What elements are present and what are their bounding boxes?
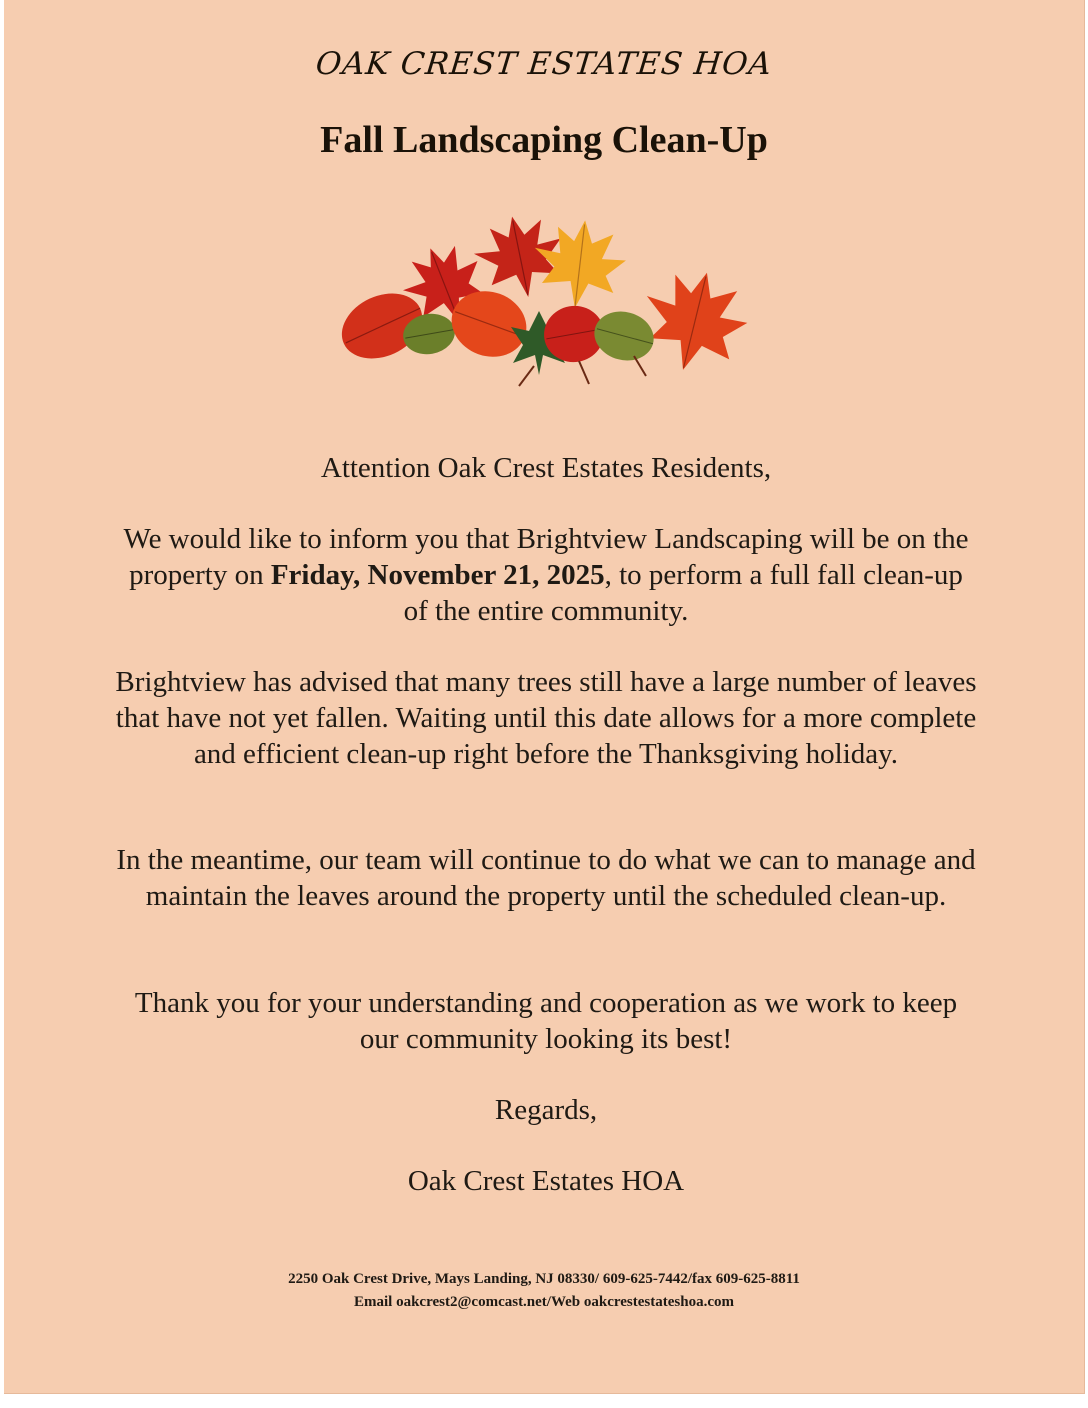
announcement-text-start: We would like to inform you that Brightview Landscaping will be on the property on: [123, 523, 969, 591]
footer-address: 2250 Oak Crest Drive, Mays Landing, NJ 08330/ 609-625-7442/fax 609-625-8811: [288, 1271, 800, 1287]
paragraph-thanks: Thank you for your understanding and cooperation as we work to keep our community looking its best!: [134, 987, 958, 1055]
leaf-right-maple: [631, 259, 757, 383]
autumn-leaves-icon: [334, 216, 764, 406]
footer-contact: Email oakcrest2@comcast.net/Web oakcrestestateshoa.com: [354, 1294, 734, 1310]
paragraph-meantime: In the meantime, our team will continue to do what we can to manage and maintain the leaves around the property until the scheduled clean-up.: [116, 844, 976, 912]
leaf-green-right: [589, 305, 659, 367]
organization-name: OAK CREST ESTATES HOA: [314, 46, 774, 82]
paragraph-reason: Brightview has advised that many trees still have a large number of leaves that have not yet fallen. Waiting until this date allows for a more complete and efficient clean-up right before the Thanksgiving holiday.: [115, 666, 977, 770]
closing: Regards,: [494, 1094, 598, 1126]
greeting: Attention Oak Crest Estates Residents,: [320, 452, 772, 484]
document-title: Fall Landscaping Clean-Up: [320, 119, 768, 161]
flyer-page: [4, 0, 1085, 1394]
signature: Oak Crest Estates HOA: [407, 1165, 685, 1197]
paragraph-announcement: [114, 521, 978, 629]
announcement-text-end: , to perform a full fall clean-up of the entire community.: [403, 559, 963, 627]
cleanup-date: Friday, November 21, 2025: [270, 559, 605, 591]
